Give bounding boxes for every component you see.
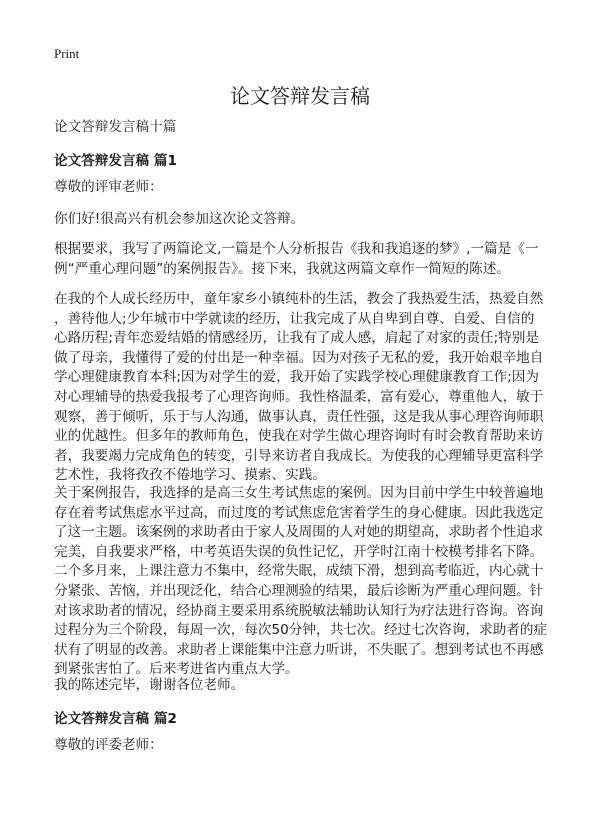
section-heading-2: 论文答辩发言稿 篇2 (54, 711, 177, 727)
page-title: 论文答辩发言稿 (230, 84, 370, 108)
text-line: 关于案例报告，我选择的是高三女生考试焦虑的案例。因为目前中学生中较普遍地 (54, 485, 544, 501)
text-line: 做了母亲，我懂得了爱的付出是一种幸福。因为对孩子无私的爱，我开始艰辛地自 (54, 349, 544, 366)
text-line: 过程分为三个阶段，每周一次，每次50分钟，共七次。经过七次咨询，求助者的症 (54, 622, 548, 639)
closing: 我的陈述完毕，谢谢各位老师。 (54, 677, 245, 693)
text-line: 业的优越性。但多年的教师角色，使我在对学生做心理咨询时有时会教育帮助来访 (54, 428, 544, 445)
text-line: 状有了明显的改善。求助者上课能集中注意力听讲，不失眠了。想到考试也不再感 (54, 641, 544, 658)
text-line: 分紧张、苦恼，并出现泛化，结合心理测验的结果，最后诊断为严重心理问题。针 (54, 582, 544, 599)
text-line: 心路历程;青年恋爱结婚的情感经历，让我有了成人感，肩起了对家的责任;特别是 (54, 330, 539, 347)
text-line: ，善待他人;少年城市中学就读的经历，让我完成了从自卑到自尊、自爱、自信的 (54, 310, 535, 327)
subtitle: 论文答辩发言稿十篇 (54, 119, 177, 135)
text-line: 例“严重心理问题”的案例报告》。接下来，我就这两篇文章作一简短的陈述。 (54, 260, 510, 277)
text-line: 完美，自我要求严格，中考英语失误的负性记忆，开学时江南十校模考排名下降。 (54, 543, 544, 560)
salutation-2: 尊敬的评委老师： (54, 737, 163, 753)
paragraph-3 (54, 484, 547, 680)
text-line: 对该求助者的情况，经协商主要采用系统脱敏法辅助认知行为疗法进行咨询。咨询 (54, 602, 544, 619)
greeting: 你们好!很高兴有机会参加这次论文答辩。 (54, 211, 305, 227)
section-heading-1: 论文答辩发言稿 篇1 (54, 153, 177, 169)
text-line: 存在着考试焦虑水平过高，而过度的考试焦虑危害着学生的身心健康。因此我选定 (54, 504, 544, 521)
salutation: 尊敬的评审老师： (54, 179, 163, 195)
text-line: 二个多月来，上课注意力不集中，经常失眠，成绩下滑，想到高考临近，内心就十 (54, 563, 544, 580)
text-line: 学心理健康教育本科;因为对学生的爱，我开始了实践学校心理健康教育工作;因为 (54, 369, 539, 386)
text-line: 了这一主题。该案例的求助者由于家人及周围的人对她的期望高，求助者个性追求 (54, 524, 544, 541)
text-line: 根据要求，我写了两篇论文,一篇是个人分析报告《我和我追逐的梦》,一篇是《一 (54, 241, 539, 257)
paragraph-1 (54, 240, 538, 279)
text-line: 对心理辅导的热爱我报考了心理咨询师。我性格温柔，富有爱心，尊重他人，敏于 (54, 388, 544, 405)
text-line: 者，我要竭力完成角色的转变，引导来访者自我成长。为使我的心理辅导更富科学 (54, 447, 544, 464)
paragraph-2 (54, 290, 543, 486)
print-link[interactable]: Print (54, 46, 80, 61)
text-line: 艺术性，我将孜孜不倦地学习、摸索、实践。 (54, 467, 326, 484)
text-line: 观察，善于倾听，乐于与人沟通，做事认真，责任性强，这是我从事心理咨询师职 (54, 408, 544, 425)
text-line: 到紧张害怕了。后来考进省内重点大学。 (54, 661, 299, 678)
text-line: 在我的个人成长经历中，童年家乡小镇纯朴的生活，教会了我热爱生活，热爱自然 (54, 291, 544, 307)
